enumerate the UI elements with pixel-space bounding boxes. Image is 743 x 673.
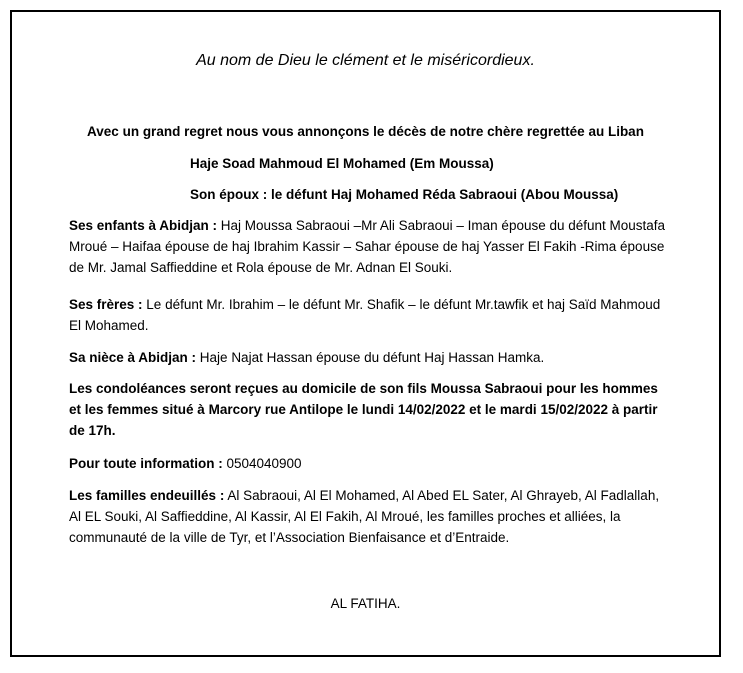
information-label: Pour toute information : — [69, 456, 223, 471]
children-text: Haj Moussa Sabraoui –Mr Ali Sabraoui – Iman épouse du défunt Moustafa Mroué – Haifaa épouse de haj Ibrahim Kassir – Sahar épouse de haj Yasser El Fakih -Rima épouse de Mr. Jamal Saffieddine et Rola épouse de Mr. Adnan El Souki. — [69, 218, 666, 275]
families-text: Al Sabraoui, Al El Mohamed, Al Abed EL Sater, Al Ghrayeb, Al Fadlallah, Al EL Souki, Al Saffieddine, Al Kassir, Al El Fakih, Al Mroué, les familles proches et alliées, la communauté de la ville de Tyr, et l’Association Bienfaisance et d’Entraide. — [69, 488, 660, 545]
niece-label: Sa nièce à Abidjan : — [69, 350, 197, 365]
information-paragraph — [69, 453, 669, 474]
brothers-text: Le défunt Mr. Ibrahim – le défunt Mr. Shafik – le défunt Mr.tawfik et haj Saïd Mahmoud El Mohamed. — [69, 297, 661, 333]
deceased-name: Haje Soad Mahmoud El Mohamed (Em Moussa) — [190, 156, 494, 171]
children-paragraph — [69, 215, 669, 278]
brothers-label: Ses frères : — [69, 297, 143, 312]
brothers-paragraph — [69, 294, 669, 336]
closing-line: AL FATIHA. — [330, 596, 401, 611]
intro-line: Avec un grand regret nous vous annonçons le décès de notre chère regrettée au Liban — [87, 124, 644, 139]
announcement-frame — [10, 10, 721, 657]
information-phone: 0504040900 — [222, 456, 302, 471]
header-invocation: Au nom de Dieu le clément et le miséricordieux. — [196, 52, 535, 69]
families-paragraph — [69, 485, 669, 548]
condolences-paragraph: Les condoléances seront reçues au domicile de son fils Moussa Sabraoui pour les hommes et les femmes situé à Marcory rue Antilope le lundi 14/02/2022 et le mardi 15/02/2022 à partir de 17h. — [69, 381, 658, 438]
families-label: Les familles endeuillés : — [69, 488, 225, 503]
niece-paragraph — [69, 347, 669, 368]
children-label: Ses enfants à Abidjan : — [69, 218, 218, 233]
spouse-line: Son époux : le défunt Haj Mohamed Réda Sabraoui (Abou Moussa) — [190, 187, 619, 202]
niece-text: Haje Najat Hassan épouse du défunt Haj Hassan Hamka. — [196, 350, 545, 365]
